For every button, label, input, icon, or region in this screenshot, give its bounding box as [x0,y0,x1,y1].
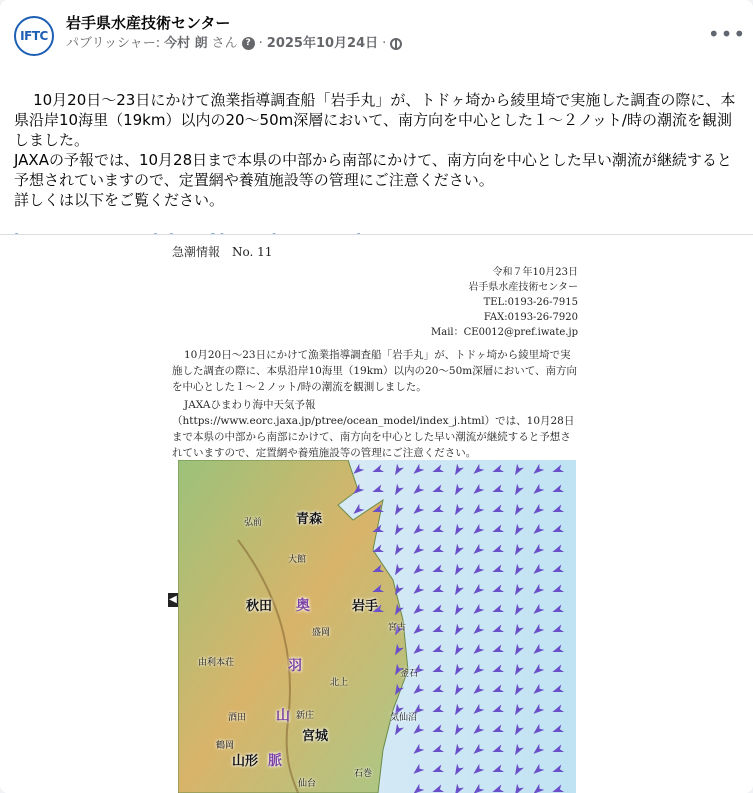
document-fax: FAX:0193-26-7920 [483,312,578,323]
image-scroll-left-icon[interactable]: ◀ [169,594,177,605]
page-name-link[interactable]: 岩手県水産技術センター [66,14,231,32]
current-forecast-map [178,460,576,793]
map-label-odate: 大館 [288,555,307,565]
document-body [172,347,580,463]
map-label-sakata: 酒田 [228,713,247,723]
document-mail: Mail：CE0012@pref.iwate.jp [431,327,578,338]
dot-separator: · [258,36,263,51]
map-label-tsuruoka: 鶴岡 [216,741,235,751]
map-graphic [178,460,576,793]
post-meta [66,14,402,52]
map-label-aomori: 青森 [296,512,323,527]
publisher-suffix: さん [211,36,238,51]
map-label-akita: 秋田 [246,599,273,614]
map-label-kitakami: 北上 [330,678,349,688]
land-area [178,460,408,793]
more-options-button[interactable]: ••• [707,22,747,46]
post-image[interactable] [0,235,753,793]
post-body-text: 10月20日～23日にかけて漁業指導調査船「岩手丸」が、トドヶ埼から綾里埼で実施した調査の際に、本県沿岸10海里（19km）以内の20～50m深層において、南方向を中心とした１～２ノット/時の潮流を観測しました。 JAXAの予報では、10月28日まで本県の中部から南部にかけて、南方向を中心とした早い潮流が継続すると予想されていますので、定置網や養殖施設等の管理にご注意ください。 詳しくは以下をご覧ください。 [14,91,736,209]
document-header-info [431,265,578,340]
post-date-link[interactable]: 2025年10月24日 [266,36,379,51]
document-image [168,235,588,793]
map-label-hirosaki: 弘前 [244,518,263,528]
map-label-u: 羽 [288,658,302,674]
map-label-kesennuma: 気仙沼 [390,713,418,723]
map-label-shinjo: 新庄 [296,711,315,721]
publisher-label: パブリッシャー: [66,36,161,51]
post-header [14,14,739,62]
map-label-san: 山 [276,708,290,724]
map-label-myaku: 脈 [268,753,282,769]
map-label-miyagi: 宮城 [302,729,329,744]
map-label-yamagata: 山形 [232,754,259,769]
document-paragraph-1: 10月20日～23日にかけて漁業指導調査船「岩手丸」が、トドヶ埼から綾里埼で実施した調査の際に、本県沿岸10海里（19km）以内の20～50m深層において、南方向を中心とした１～２ノット/時の潮流を観測しました。 [172,349,578,393]
document-paragraph-2: JAXAひまわり海中天気予報（https://www.eorc.jaxa.jp/ptree/ocean_model/index_j.html）では、10月28日まで本県の中部から南部にかけて、南方向を中心とした早い潮流が継続すると予想されていますので、定置網や養殖施設等の管理にご注意ください。 [172,399,575,459]
avatar[interactable] [14,16,54,56]
dot-separator-2: · [382,36,387,51]
globe-icon[interactable] [390,38,402,50]
map-label-sendai: 仙台 [298,779,317,789]
help-icon[interactable]: ? [242,37,255,50]
map-label-yurihonjo: 由利本荘 [198,658,235,668]
map-label-kamaishi: 釜石 [400,669,419,679]
map-label-ou: 奥 [296,598,310,614]
map-label-iwate: 岩手 [352,599,379,614]
map-label-ishinomaki: 石巻 [354,769,373,779]
publisher-name[interactable]: 今村 朗 [164,36,208,51]
post-subline [66,36,402,52]
document-org: 岩手県水産技術センター [468,282,578,293]
document-date: 令和７年10月23日 [492,267,578,278]
avatar-logo-text: IFTC [20,29,48,43]
map-label-miyako: 宮古 [388,623,407,633]
document-title: 急潮情報 No. 11 [172,245,273,259]
map-label-morioka: 盛岡 [312,628,331,638]
document-tel: TEL:0193-26-7915 [483,297,578,308]
